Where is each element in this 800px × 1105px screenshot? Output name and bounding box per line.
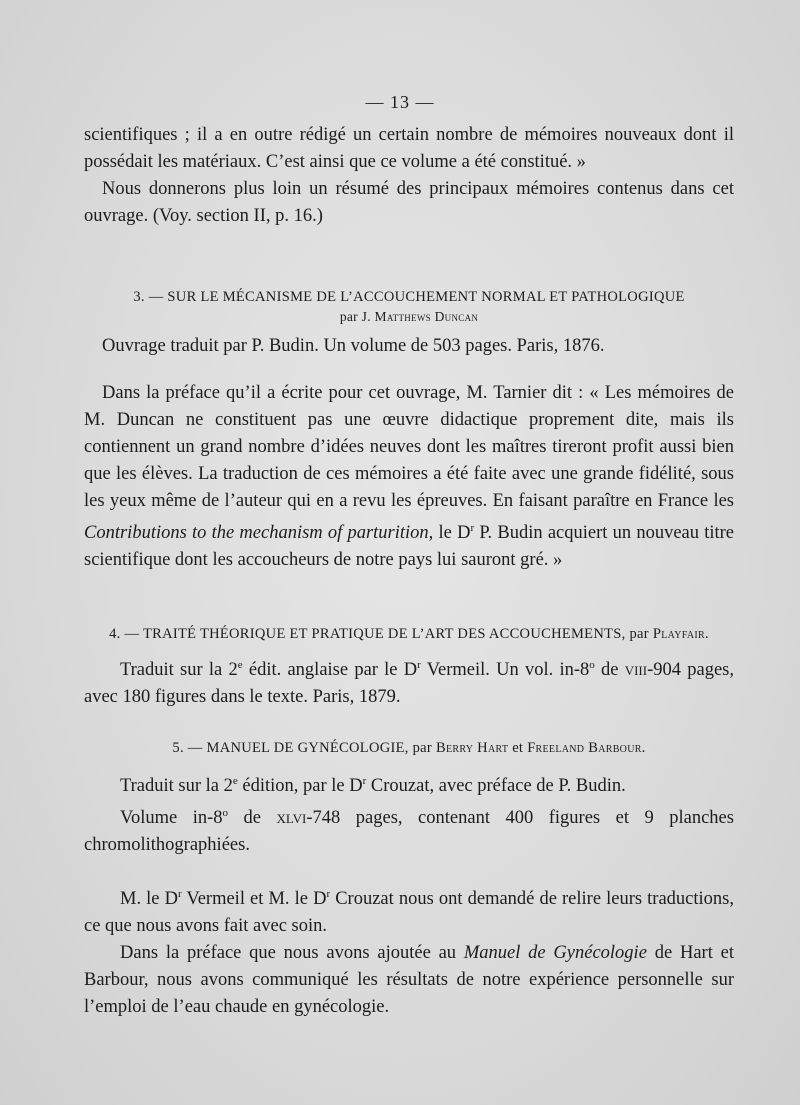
page-number: — 13 — (365, 92, 435, 112)
section-5-line-2 (84, 800, 734, 859)
l1a: Traduit sur la 2 (120, 776, 233, 797)
p4a: Dans la préface que nous avons ajoutée au (120, 943, 464, 964)
para-text-c: P. Budin acquiert un nouveau titre scientifique dont les accoucheurs de notre pays lui sauront gré. » (84, 523, 734, 571)
intro-paragraph-2: Nous donnerons plus loin un résumé des principaux mémoires contenus dans cet ouvrage. (Voy. section II, p. 16.) (84, 179, 734, 226)
d4: de (594, 660, 625, 681)
l1b: édition, par le D (237, 776, 363, 797)
d1: Traduit sur la 2 (120, 660, 238, 681)
section-5 (84, 738, 734, 1021)
section-5-line-1 (84, 768, 734, 800)
section-5-heading-text: 5. — MANUEL DE GYNÉCOLOGIE, par (172, 740, 436, 756)
l1-sup2: r (362, 775, 367, 787)
d3-sup: o (589, 659, 595, 671)
l1-sup: e (232, 775, 238, 787)
d5: -904 pages, avec 180 figures dans le texte. Paris, 1879. (84, 660, 735, 708)
section-5-author-2: Freeland Barbour. (527, 740, 646, 756)
d2: édit. anglaise par le D (242, 660, 418, 681)
l2b: de (228, 808, 277, 829)
para-text-b: , le D (428, 523, 471, 544)
p4-italic-title: Manuel de Gynécologie (463, 943, 647, 964)
p3b: Vermeil et M. le D (181, 889, 327, 910)
section-3-author: Matthews Duncan (374, 309, 479, 324)
l2a: Volume in-8 (120, 808, 223, 829)
l2c: -748 pages, contenant 400 figures et 9 planches chromolithographiées. (84, 808, 734, 856)
section-5-joiner: et (508, 740, 528, 756)
section-3-byline (84, 307, 734, 327)
section-3-paragraph (84, 380, 734, 574)
para-sup: r (470, 522, 475, 534)
l2-roman: xlvi (276, 808, 307, 829)
section-4-heading-text: 4. — TRAITÉ THÉORIQUE ET PRATIQUE DE L’ART DES ACCOUCHEMENTS, par (109, 626, 653, 642)
p3c: Crouzat nous ont demandé de relire leurs traductions, ce que nous avons fait avec soin. (84, 889, 734, 937)
d3: Vermeil. Un vol. in-8 (420, 660, 590, 681)
section-5-heading (84, 738, 734, 758)
para-text-a: Dans la préface qu’il a écrite pour cet ouvrage, M. Tarnier dit : « Les mémoires de M. Duncan ne constituent pas une œuvre didactique proprement dite, mais ils contiennent un grand nombre d’idées neuves dont les maîtres tireront profit aussi bien que les élèves. La traduction de ces mémoires a été faite avec une grande fidélité, sous les yeux même de l’auteur qui en a revu les épreuves. En faisant paraître en France les (84, 383, 734, 511)
p3-sup: r (177, 888, 182, 901)
p4b: de Hart et Barbour, nous avons communiqué les résultats de notre expérience personnelle sur l’emploi de l’eau chaude en gynécologie. (84, 943, 734, 1018)
p3-sup2: r (326, 888, 331, 901)
d2-sup: r (417, 659, 421, 671)
section-3-heading: 3. — SUR LE MÉCANISME DE L’ACCOUCHEMENT NORMAL ET PATHOLOGIQUE (133, 289, 685, 305)
p3a: M. le D (120, 889, 178, 910)
section-5-paragraph-4 (84, 940, 734, 1021)
section-5-author-1: Berry Hart (435, 740, 509, 756)
para-title-italic: Contributions to the mechanism of parturition (84, 523, 429, 544)
section-4-description (84, 652, 734, 711)
section-4 (84, 624, 734, 711)
d1-sup: e (237, 659, 243, 671)
section-5-paragraph-3 (84, 881, 734, 940)
byline-prefix: par J. (339, 309, 375, 324)
intro-paragraph-1: scientifiques ; il a en outre rédigé un certain nombre de mémoires nouveaux dont il possédait les matériaux. C’est ainsi que ce volume a été constitué. » (84, 125, 734, 172)
l2-sup: o (222, 807, 229, 820)
intro-block (84, 122, 734, 230)
d4-roman: viii (624, 660, 648, 681)
section-3-description: Ouvrage traduit par P. Budin. Un volume de 503 pages. Paris, 1876. (102, 336, 605, 356)
l1c: Crouzat, avec préface de P. Budin. (366, 776, 626, 797)
section-4-heading (84, 624, 734, 644)
section-3 (84, 287, 734, 574)
section-4-author: Playfair. (652, 626, 709, 642)
